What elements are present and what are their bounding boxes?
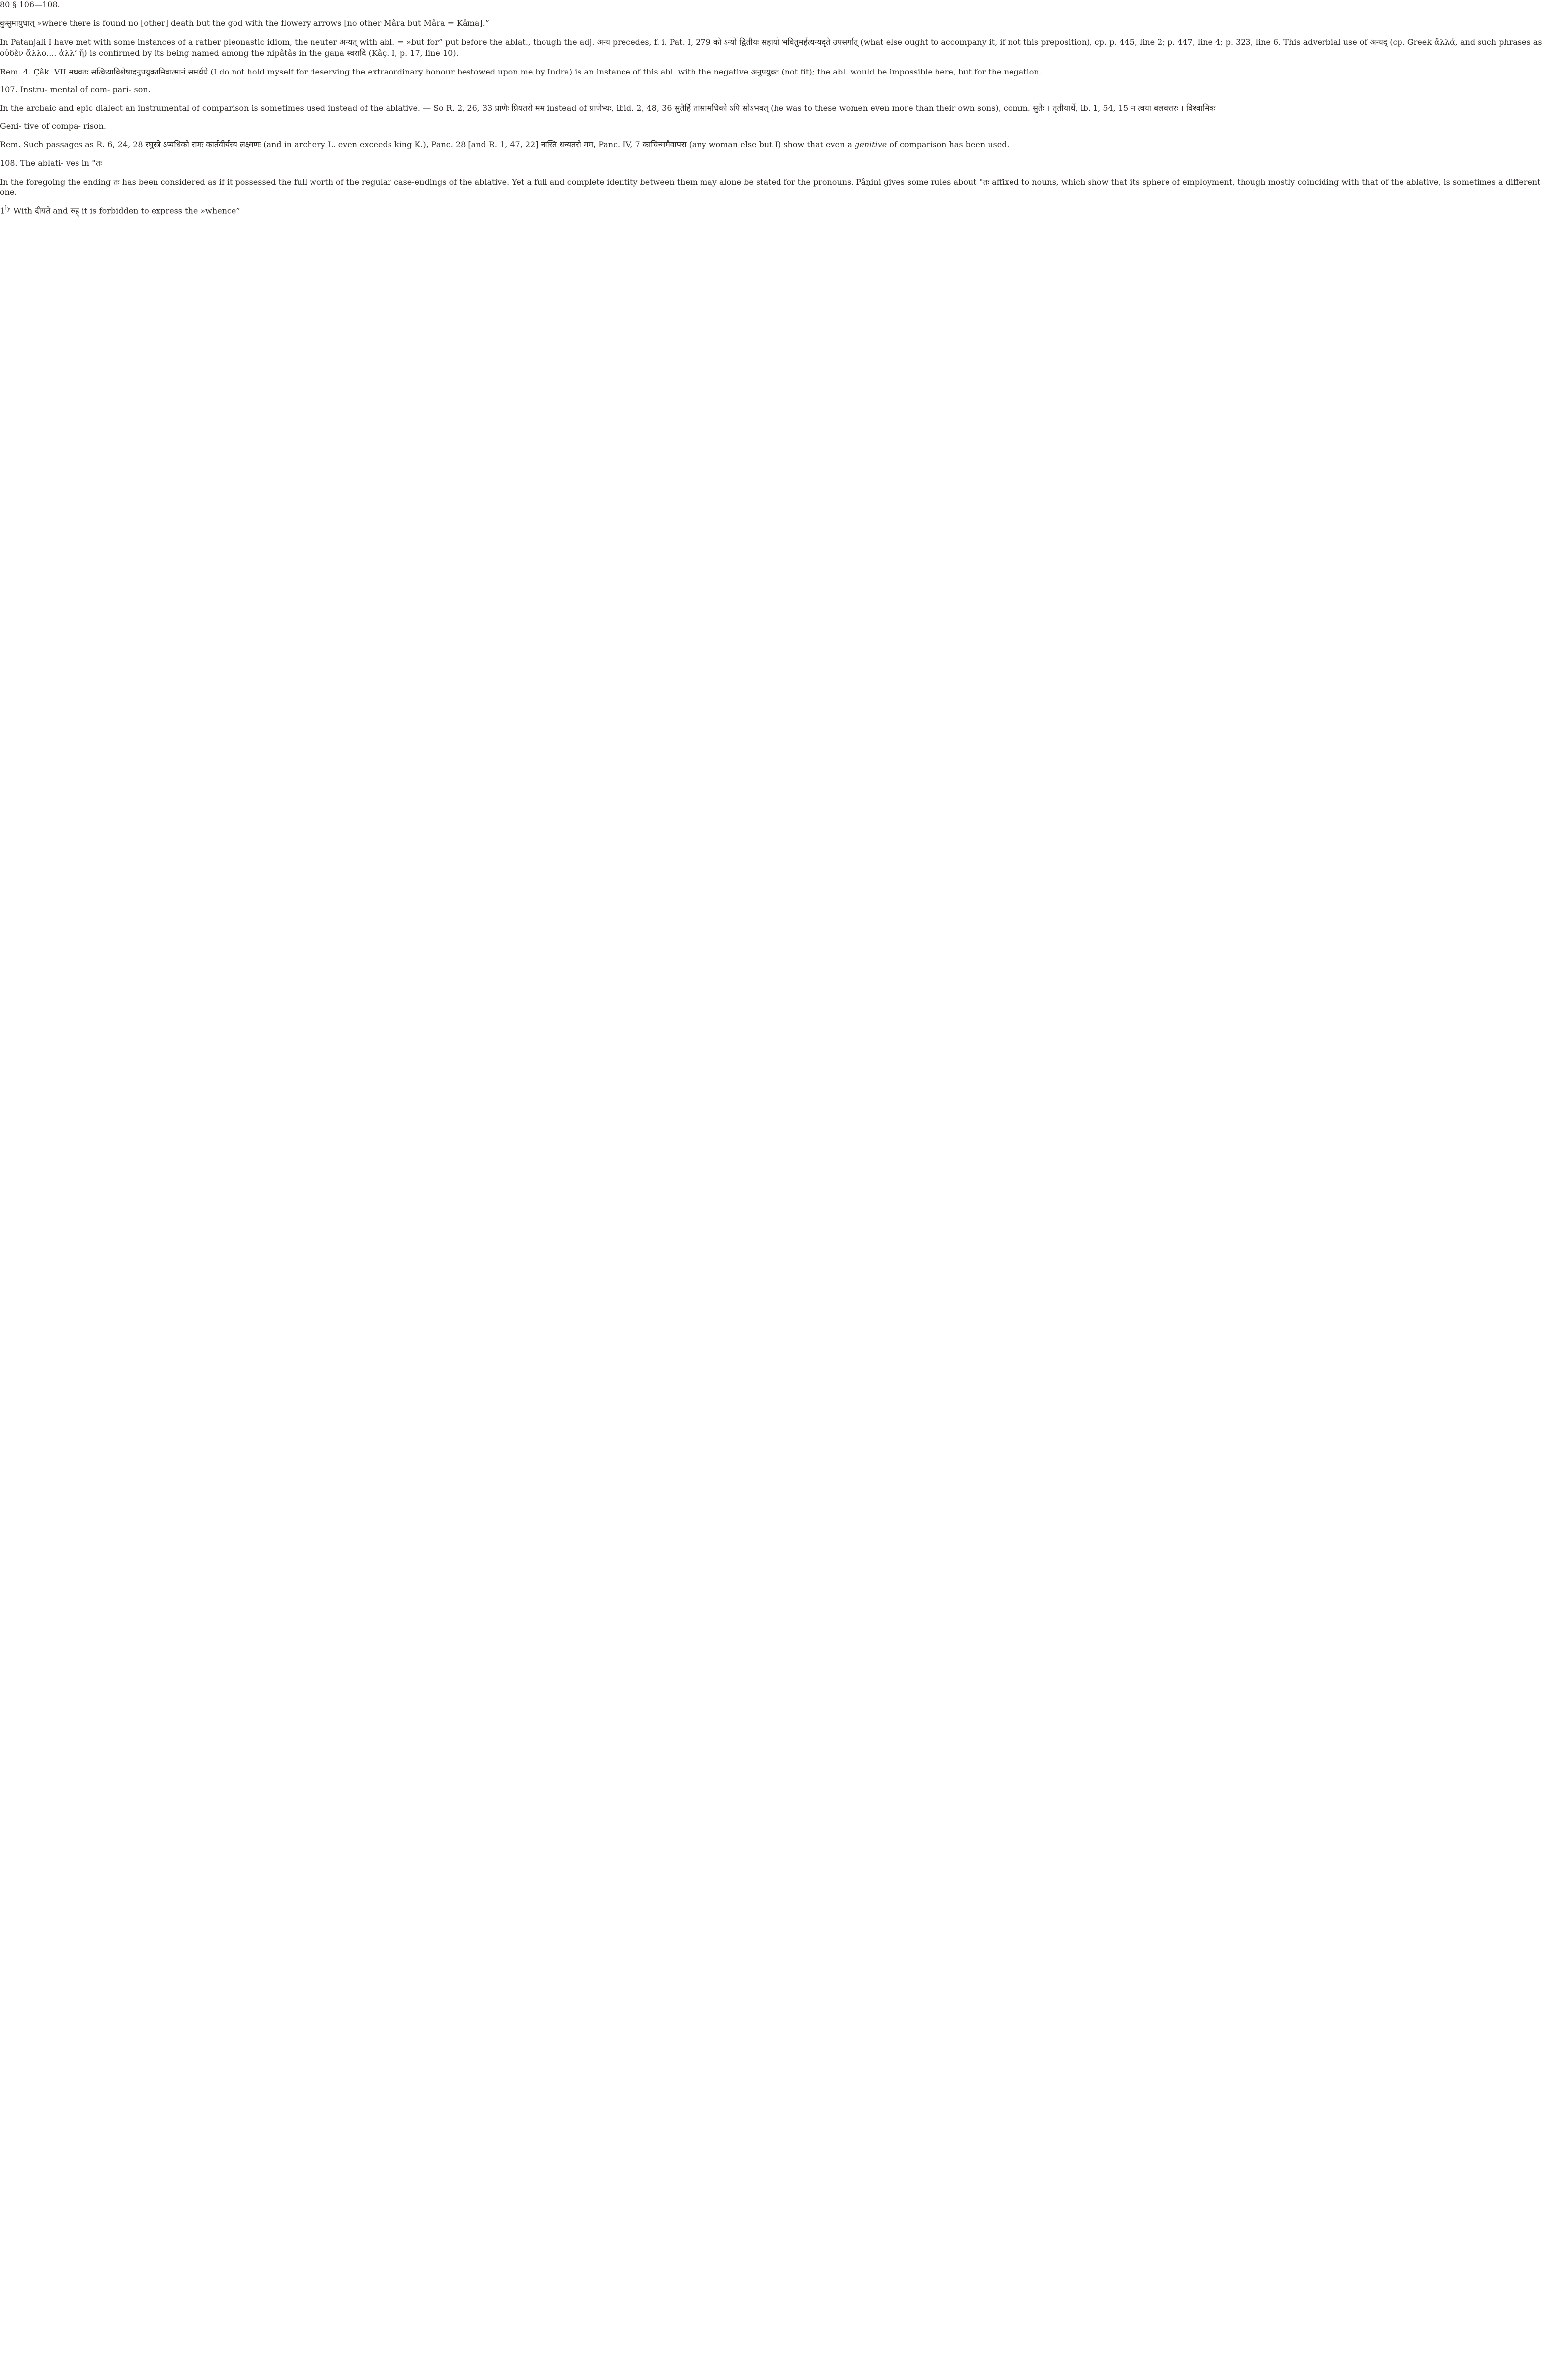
- paragraph-firstly: [0, 205, 1557, 216]
- remark-genitive-text-before: Rem. Such passages as R. 6, 24, 28 रघुस्त्रे ऽप्यधिको रामः कार्तवीर्यस्य लक्ष्मणः (and in archery L. even exceeds king K.), Panc. 28 [and R. 1, 47, 22] नास्ति धन्यतरो मम, Panc. IV, 7 काचिन्ममैवापरा (any woman else but I) show that even a: [0, 140, 855, 149]
- scan-speck: [0, 239, 4, 243]
- page-header: [0, 0, 1557, 9]
- paragraph-107: In the archaic and epic dialect an instrumental of comparison is sometimes used instead of the ablative. — So R. 2, 26, 33 प्राणैः प्रियतरो मम instead of प्राणेभ्यः, ibid. 2, 48, 36 सुतैर्हि तासामधिको ऽपि सोऽभवत् (he was to these women even more than their own sons), comm. सुतैः । तृतीयार्थे, ib. 1, 54, 15 न त्वया बलवत्तरः । विश्वामित्रः: [0, 103, 1216, 113]
- paragraph-continuation: कुसुमायुधात् »where there is found no [other] death but the god with the flowery arrows [no other Mâra but Mâra = Kâma].”: [0, 18, 489, 28]
- text-block: [0, 17, 1557, 216]
- remark-genitive-text-after: of comparison has been used.: [887, 140, 1010, 149]
- paragraph-108: In the foregoing the ending तः has been considered as if it possessed the full worth of the regular case-endings of the ablative. Yet a full and complete identity between them may alone be stated for the pronouns. Pâṇini gives some rules about °तः affixed to nouns, which show that its sphere of employment, though mostly coinciding with that of the ablative, is sometimes a different one.: [0, 177, 1541, 197]
- remark-genitive-italic-word: genitive: [855, 140, 887, 149]
- margin-note-genitive-of-comparison: Geni- tive of compa- rison.: [0, 121, 106, 131]
- section-107: [0, 85, 1557, 113]
- paragraph-remark-genitive: [0, 139, 1557, 149]
- paragraph-pleonastic-idiom: In Patanjali I have met with some instances of a rather pleonastic idiom, the neuter अन्यत् with abl. = »but for” put before the ablat., though the adj. अन्य precedes, f. i. Pat. I, 279 को ऽन्यो द्वितीयः सहायो भवितुमर्हत्यन्यदृते उपसर्गात् (what else ought to accompany it, if not this preposition), cp. p. 445, line 2; p. 447, line 4; p. 323, line 6. This adverbial use of अन्यद् (cp. Greek ἄλλά, and such phrases as οὐδὲν ἄλλο.... ἀλλ’ ἤ) is confirmed by its being named among the nipâtâs in the gaṇa स्वरादि (Kâç. I, p. 17, line 10).: [0, 37, 1542, 58]
- section-number-107: 107.: [0, 85, 18, 94]
- scan-speck: [0, 228, 3, 231]
- firstly-ordinal: 1: [0, 206, 5, 216]
- paragraph-remark-4: Rem. 4. Çâk. VII मघवतः सत्क्रियाविशेषादनुपयुक्तमिवात्मानं समर्थये (I do not hold myself for deserving the extraordinary honour bestowed upon me by Indra) is an instance of this abl. with the negative अनुपयुक्त (not fit); the abl. would be impossible here, but for the negation.: [0, 67, 1042, 76]
- section-108: [0, 157, 1557, 197]
- firstly-text: With दीयते and रुह् it is forbidden to express the »whence”: [10, 206, 240, 216]
- firstly-ordinal-suffix: ly: [5, 205, 11, 212]
- remark-genitive-of-comparison: [0, 121, 1557, 149]
- section-reference: § 106—108.: [12, 0, 60, 9]
- scan-speck: [0, 223, 4, 228]
- page-number: 80: [0, 0, 10, 9]
- scan-speck: [0, 231, 4, 235]
- margin-note-ablatives-in-tah: The ablati- ves in °तः: [20, 158, 102, 168]
- margin-note-instrumental-of-comparison: Instru- mental of com- pari- son.: [20, 85, 151, 94]
- scan-speck: [0, 235, 3, 239]
- section-number-108: 108.: [0, 158, 18, 168]
